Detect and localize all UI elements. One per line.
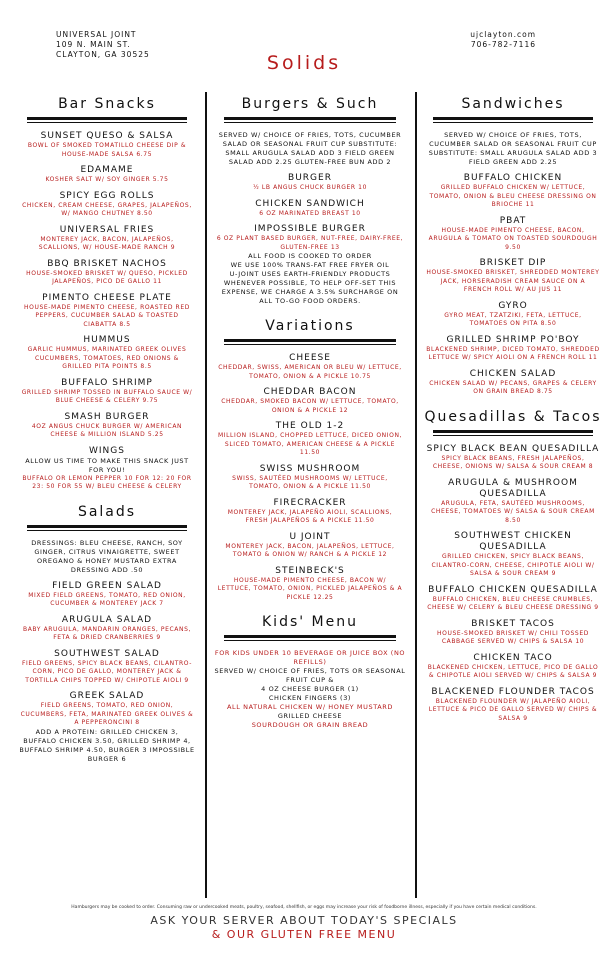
menu-item-name: SPICY EGG ROLLS <box>59 190 155 201</box>
menu-column-center <box>210 84 410 730</box>
menu-item <box>14 191 200 219</box>
menu-note: SOURDOUGH OR GRAIN BREAD <box>251 721 369 729</box>
menu-item-description: ½ LB ANGUS CHUCK BURGER 10 <box>253 184 367 191</box>
menu-item-description: 6 OZ PLANT BASED BURGER, NUT-FREE, DAIRY-FREE, GLUTEN-FREE 13 <box>216 235 404 251</box>
section-title: Sandwiches <box>461 96 565 112</box>
menu-item-name: U JOINT <box>289 531 331 542</box>
menu-item <box>420 531 606 579</box>
section-title: Burgers & Such <box>241 96 379 112</box>
menu-item-description: GARLIC HUMMUS, MARINATED GREEK OLIVES CUCUMBERS, TOMATOES, RED ONIONS & GRILLED PITA POINTS 8.5 <box>27 346 187 370</box>
menu-item-name: BUFFALO SHRIMP <box>61 377 153 388</box>
menu-item-name: CHEESE <box>289 353 331 363</box>
menu-item-description: MONTEREY JACK, JALAPEÑO AIOLI, SCALLIONS, FRESH JALAPEÑOS & A PICKLE 11.50 <box>227 508 393 524</box>
menu-item <box>210 464 410 492</box>
menu-note: 4 OZ CHEESE BURGER (1) <box>261 685 359 693</box>
menu-item-description: KOSHER SALT W/ SOY GINGER 5.75 <box>45 176 169 183</box>
menu-item-name: SOUTHWEST CHICKEN QUESADILLA <box>454 531 572 552</box>
menu-item-description: FIELD GREENS, TOMATO, RED ONION, CUCUMBERS, FETA, MARINATED GREEK OLIVES & A PEPPERONCINI 8 <box>20 702 194 726</box>
menu-item-description: MONTEREY JACK, BACON, JALAPEÑOS, SCALLIONS, W/ HOUSE-MADE RANCH 9 <box>38 235 176 251</box>
menu-column-right <box>420 84 606 723</box>
menu-item-description: BLACKENED SHRIMP, DICED TOMATO, SHREDDED LETTUCE W/ SPICY AIOLI ON A FRENCH ROLL 11 <box>426 345 600 361</box>
venue-city: CLAYTON, GA 30525 <box>56 50 150 59</box>
menu-item <box>420 653 606 681</box>
venue-contact <box>470 30 536 50</box>
menu-item <box>14 131 200 159</box>
menu-item-name: SMASH BURGER <box>64 411 150 422</box>
menu-note: GRILLED CHEESE <box>277 712 343 720</box>
menu-item <box>14 293 200 330</box>
menu-item-name: WINGS <box>89 445 125 456</box>
menu-item-description: MILLION ISLAND, CHOPPED LETTUCE, DICED ONION, SLICED TOMATO, AMERICAN CHEESE & A PICKLE 11.50 <box>217 432 403 456</box>
menu-item-name: HUMMUS <box>83 335 131 345</box>
menu-item-name: BRISKET TACOS <box>471 618 555 629</box>
menu-item-name: ARUGULA SALAD <box>61 614 153 625</box>
menu-item-description: CHEDDAR, SMOKED BACON W/ LETTUCE, TOMATO, ONION & A PICKLE 12 <box>221 398 399 414</box>
menu-item-name: PIMENTO CHEESE PLATE <box>42 292 172 303</box>
menu-item-name: GYRO <box>498 300 528 311</box>
menu-item-description: BLACKENED FLOUNDER W/ JALAPEÑO AIOLI, LETTUCE & PICO DE GALLO SERVED W/ CHIPS & SALSA 9 <box>428 697 598 722</box>
menu-item-description: SWISS, SAUTÉED MUSHROOMS W/ LETTUCE, TOMATO, ONION & A PICKLE 11.50 <box>232 474 388 490</box>
menu-note: ALL NATURAL CHICKEN W/ HONEY MUSTARD <box>226 703 394 711</box>
column-divider-right <box>415 92 417 898</box>
menu-item-name: THE OLD 1-2 <box>275 421 345 431</box>
menu-item-description: HOUSE-SMOKED BRISKET, SHREDDED MONTEREY JACK, HORSERADISH CREAM SAUCE ON A FRENCH ROLL W/ AU JUS 11 <box>426 269 600 293</box>
menu-item <box>14 259 200 287</box>
menu-item <box>14 335 200 372</box>
menu-item <box>420 585 606 613</box>
menu-item-description: BLACKENED CHICKEN, LETTUCE, PICO DE GALLO & CHIPOTLE AIOLI SERVED W/ CHIPS & SALSA 9 <box>427 663 599 679</box>
menu-item <box>210 224 410 252</box>
menu-item <box>14 412 200 440</box>
section-rule <box>224 339 396 345</box>
venue-name: UNIVERSAL JOINT <box>56 30 137 39</box>
menu-item-description: GRILLED BUFFALO CHICKEN W/ LETTUCE, TOMATO, ONION & BLEU CHEESE DRESSING ON BRIOCHE 11 <box>429 184 597 208</box>
menu-item <box>420 478 606 526</box>
menu-item-description: CHICKEN, CREAM CHEESE, GRAPES, JALAPEÑOS, W/ MANGO CHUTNEY 8.50 <box>22 201 192 217</box>
footer-gluten-free: & OUR GLUTEN FREE MENU <box>211 928 397 941</box>
menu-item-name: CHICKEN TACO <box>473 652 553 663</box>
menu-item <box>210 421 410 458</box>
menu-item <box>210 532 410 560</box>
menu-item-description: HOUSE-SMOKED BRISKET W/ QUESO, PICKLED JALAPEÑOS, PICO DE GALLO 11 <box>26 269 188 285</box>
menu-note: CHICKEN FINGERS (3) <box>268 694 352 702</box>
menu-item-name: BRISKET DIP <box>479 258 547 268</box>
menu-item-description: 4OZ ANGUS CHUCK BURGER W/ AMERICAN CHEESE & MILLION ISLAND 5.25 <box>31 422 183 438</box>
menu-item <box>14 581 200 609</box>
menu-item-description: GYRO MEAT, TZATZIKI, FETA, LETTUCE, TOMATOES ON PITA 8.50 <box>444 311 582 327</box>
menu-note: ALL FOOD IS COOKED TO ORDER <box>248 252 372 260</box>
section-title: Salads <box>77 503 137 520</box>
menu-item-name: UNIVERSAL FRIES <box>59 224 155 235</box>
menu-item-name: SPICY BLACK BEAN QUESADILLA <box>426 443 600 454</box>
menu-item <box>420 216 606 253</box>
menu-item-name: SUNSET QUESO & SALSA <box>40 131 174 141</box>
page-title: Solids <box>266 52 342 74</box>
menu-note: WE USE 100% TRANS-FAT FREE FRYER OIL <box>230 261 390 269</box>
menu-item-name: BLACKENED FLOUNDER TACOS <box>431 686 595 697</box>
menu-item-name: ARUGULA & MUSHROOM QUESADILLA <box>448 477 578 499</box>
menu-item-name: CHICKEN SANDWICH <box>255 198 365 209</box>
menu-item <box>14 446 200 492</box>
menu-item-name: GRILLED SHRIMP PO'BOY <box>446 334 580 345</box>
section-rule <box>433 430 593 436</box>
menu-item <box>210 387 410 415</box>
menu-item-name: FIELD GREEN SALAD <box>52 580 162 591</box>
menu-item <box>14 225 200 253</box>
menu-item-description: BOWL OF SMOKED TOMATILLO CHEESE DIP & HOUSE-MADE SALSA 6.75 <box>27 142 187 158</box>
menu-item-name: PBAT <box>499 215 527 226</box>
menu-column-left <box>14 84 200 764</box>
venue-street: 109 N. MAIN ST. <box>56 40 131 49</box>
menu-note: SERVED W/ CHOICE OF FRIES, TOTS, CUCUMBER SALAD OR SEASONAL FRUIT CUP SUBSTITUTE: SMALL ARUGULA SALAD ADD 3 FIELD GREEN SALAD ADD 2.25 GLUTEN-FREE BUN ADD 2 <box>218 131 402 166</box>
menu-item-description: CHICKEN SALAD W/ PECANS, GRAPES & CELERY ON GRAIN BREAD 8.75 <box>429 379 597 395</box>
menu-item <box>210 353 410 381</box>
menu-item <box>210 199 410 219</box>
menu-item <box>420 335 606 363</box>
section-title: Kids' Menu <box>262 614 358 630</box>
menu-item-description: 6 OZ MARINATED BREAST 10 <box>259 209 361 217</box>
menu-item <box>420 301 606 329</box>
phone: 706-782-7116 <box>470 40 536 49</box>
website: ujclayton.com <box>470 30 536 39</box>
column-divider-left <box>205 92 207 898</box>
menu-item <box>420 173 606 210</box>
menu-item <box>14 649 200 686</box>
menu-item-description: GRILLED CHICKEN, SPICY BLACK BEANS, CILANTRO-CORN, CHEESE, CHIPOTLE AIOLI W/ SALSA & SOUR CREAM 9 <box>431 553 595 577</box>
menu-item <box>14 378 200 406</box>
menu-item-description: ARUGULA, FETA, SAUTÉED MUSHROOMS, CHEESE, TOMATOES W/ SALSA & SOUR CREAM 8.50 <box>431 499 595 524</box>
menu-item-description: HOUSE-MADE PIMENTO CHEESE, BACON W/ LETTUCE, TOMATO, ONION, PICKLED JALAPEÑOS & A PICKLE 12.25 <box>217 576 403 601</box>
menu-item-description: BABY ARUGULA, MANDARIN ORANGES, PECANS, FETA & DRIED CRANBERRIES 9 <box>22 625 192 641</box>
footer-specials: ASK YOUR SERVER ABOUT TODAY'S SPECIALS <box>150 914 458 927</box>
menu-note: DRESSINGS: BLEU CHEESE, RANCH, SOY GINGER, CITRUS VINAIGRETTE, SWEET OREGANO & HONEY MUSTARD EXTRA DRESSING ADD .50 <box>31 538 183 574</box>
menu-item-name: GREEK SALAD <box>69 691 145 701</box>
section-title: Variations <box>265 318 355 334</box>
section-rule <box>224 635 396 641</box>
menu-item <box>420 369 606 397</box>
menu-item <box>14 691 200 728</box>
menu-item-note: ALLOW US TIME TO MAKE THIS SNACK JUST FOR YOU! <box>25 456 189 474</box>
menu-item-name: EDAMAME <box>80 165 134 175</box>
menu-item-name: STEINBECK'S <box>275 565 345 576</box>
menu-item-name: BURGER <box>288 173 332 183</box>
menu-item <box>210 498 410 526</box>
menu-note: FOR KIDS UNDER 10 BEVERAGE OR JUICE BOX (NO REFILLS) <box>214 649 406 666</box>
menu-item-name: BBQ BRISKET NACHOS <box>47 258 167 269</box>
menu-item-description: FIELD GREENS, SPICY BLACK BEANS, CILANTRO-CORN, PICO DE GALLO, MONTEREY JACK & TORTILLA CHIPS TOPPED W/ CHIPOTLE AIOLI 9 <box>21 659 193 684</box>
menu-item <box>420 444 606 472</box>
section-rule <box>27 525 187 531</box>
menu-item-name: IMPOSSIBLE BURGER <box>254 224 366 234</box>
section-rule <box>27 117 187 123</box>
footer-disclaimer: Hamburgers may be cooked to order. Consuming raw or undercooked meats, poultry, seafood, shellfish, or eggs may increase your risk of foodborne illness, especially if you have certain medical conditions. <box>71 905 537 910</box>
section-rule <box>224 117 396 123</box>
menu-item-name: SWISS MUSHROOM <box>259 463 361 474</box>
menu-item <box>420 258 606 295</box>
menu-item-description: CHEDDAR, SWISS, AMERICAN OR BLEU W/ LETTUCE, TOMATO, ONION & A PICKLE 10.75 <box>218 364 402 380</box>
menu-item <box>14 165 200 185</box>
menu-item-name: CHEDDAR BACON <box>263 387 357 397</box>
menu-item-description: SPICY BLACK BEANS, FRESH JALAPEÑOS, CHEESE, ONIONS W/ SALSA & SOUR CREAM 8 <box>432 454 594 470</box>
menu-note: ADD A PROTEIN: GRILLED CHICKEN 3, BUFFALO CHICKEN 3.50, GRILLED SHRIMP 4, BUFFALO SHRIMP 4.50, BURGER 3 IMPOSSIBLE BURGER 6 <box>19 727 195 763</box>
section-title: Bar Snacks <box>58 96 156 112</box>
menu-item-name: SOUTHWEST SALAD <box>54 648 160 659</box>
menu-item <box>210 566 410 603</box>
menu-item-description: HOUSE-MADE PIMENTO CHEESE, ROASTED RED PEPPERS, CUCUMBER SALAD & TOASTED CIABATTA 8.5 <box>24 303 190 328</box>
menu-item-name: CHICKEN SALAD <box>469 368 557 379</box>
menu-item <box>14 615 200 643</box>
menu-item-description: HOUSE-SMOKED BRISKET W/ CHILI TOSSED CABBAGE SERVED W/ CHIPS & SALSA 10 <box>437 629 589 645</box>
menu-item-name: BUFFALO CHICKEN QUESADILLA <box>428 584 598 595</box>
menu-note: U-JOINT USES EARTH-FRIENDLY PRODUCTS WHENEVER POSSIBLE, TO HELP OFF-SET THIS EXPENSE, WE CHARGE A 3.5% SURCHARGE ON ALL TO-GO FOOD ORDERS. <box>221 270 399 305</box>
menu-note: SERVED W/ CHOICE OF FRIES, TOTS, CUCUMBER SALAD OR SEASONAL FRUIT CUP SUBSTITUTE: SMALL ARUGULA SALAD ADD 3 FIELD GREEN ADD 2.25 <box>428 131 598 166</box>
menu-item-description: GRILLED SHRIMP TOSSED IN BUFFALO SAUCE W/ BLUE CHEESE & CELERY 9.75 <box>21 388 193 404</box>
menu-item-description: MIXED FIELD GREENS, TOMATO, RED ONION, CUCUMBER & MONTEREY JACK 7 <box>28 591 186 607</box>
menu-item-description: BUFFALO CHICKEN, BLEU CHEESE CRUMBLES, CHEESE W/ CELERY & BLEU CHEESE DRESSING 9 <box>427 595 599 611</box>
menu-item-name: FIRECRACKER <box>273 497 347 508</box>
menu-item-description: HOUSE-MADE PIMENTO CHEESE, BACON, ARUGULA & TOMATO ON TOASTED SOURDOUGH 9.50 <box>428 226 598 251</box>
menu-item <box>420 687 606 724</box>
menu-item-name: BUFFALO CHICKEN <box>463 173 563 183</box>
menu-item <box>210 173 410 193</box>
section-title: Quesadillas & Tacos <box>424 408 602 425</box>
menu-note: SERVED W/ CHOICE OF FRIES, TOTS OR SEASONAL FRUIT CUP & <box>214 667 406 684</box>
section-rule <box>433 117 593 123</box>
menu-item-description: BUFFALO OR LEMON PEPPER 10 FOR 12: 20 FOR 23: 50 FOR 55 W/ BLEU CHEESE & CELERY <box>22 474 192 490</box>
menu-item <box>420 619 606 647</box>
menu-item-description: MONTEREY JACK, BACON, JALAPEÑOS, LETTUCE, TOMATO & ONION W/ RANCH & A PICKLE 12 <box>225 542 395 558</box>
